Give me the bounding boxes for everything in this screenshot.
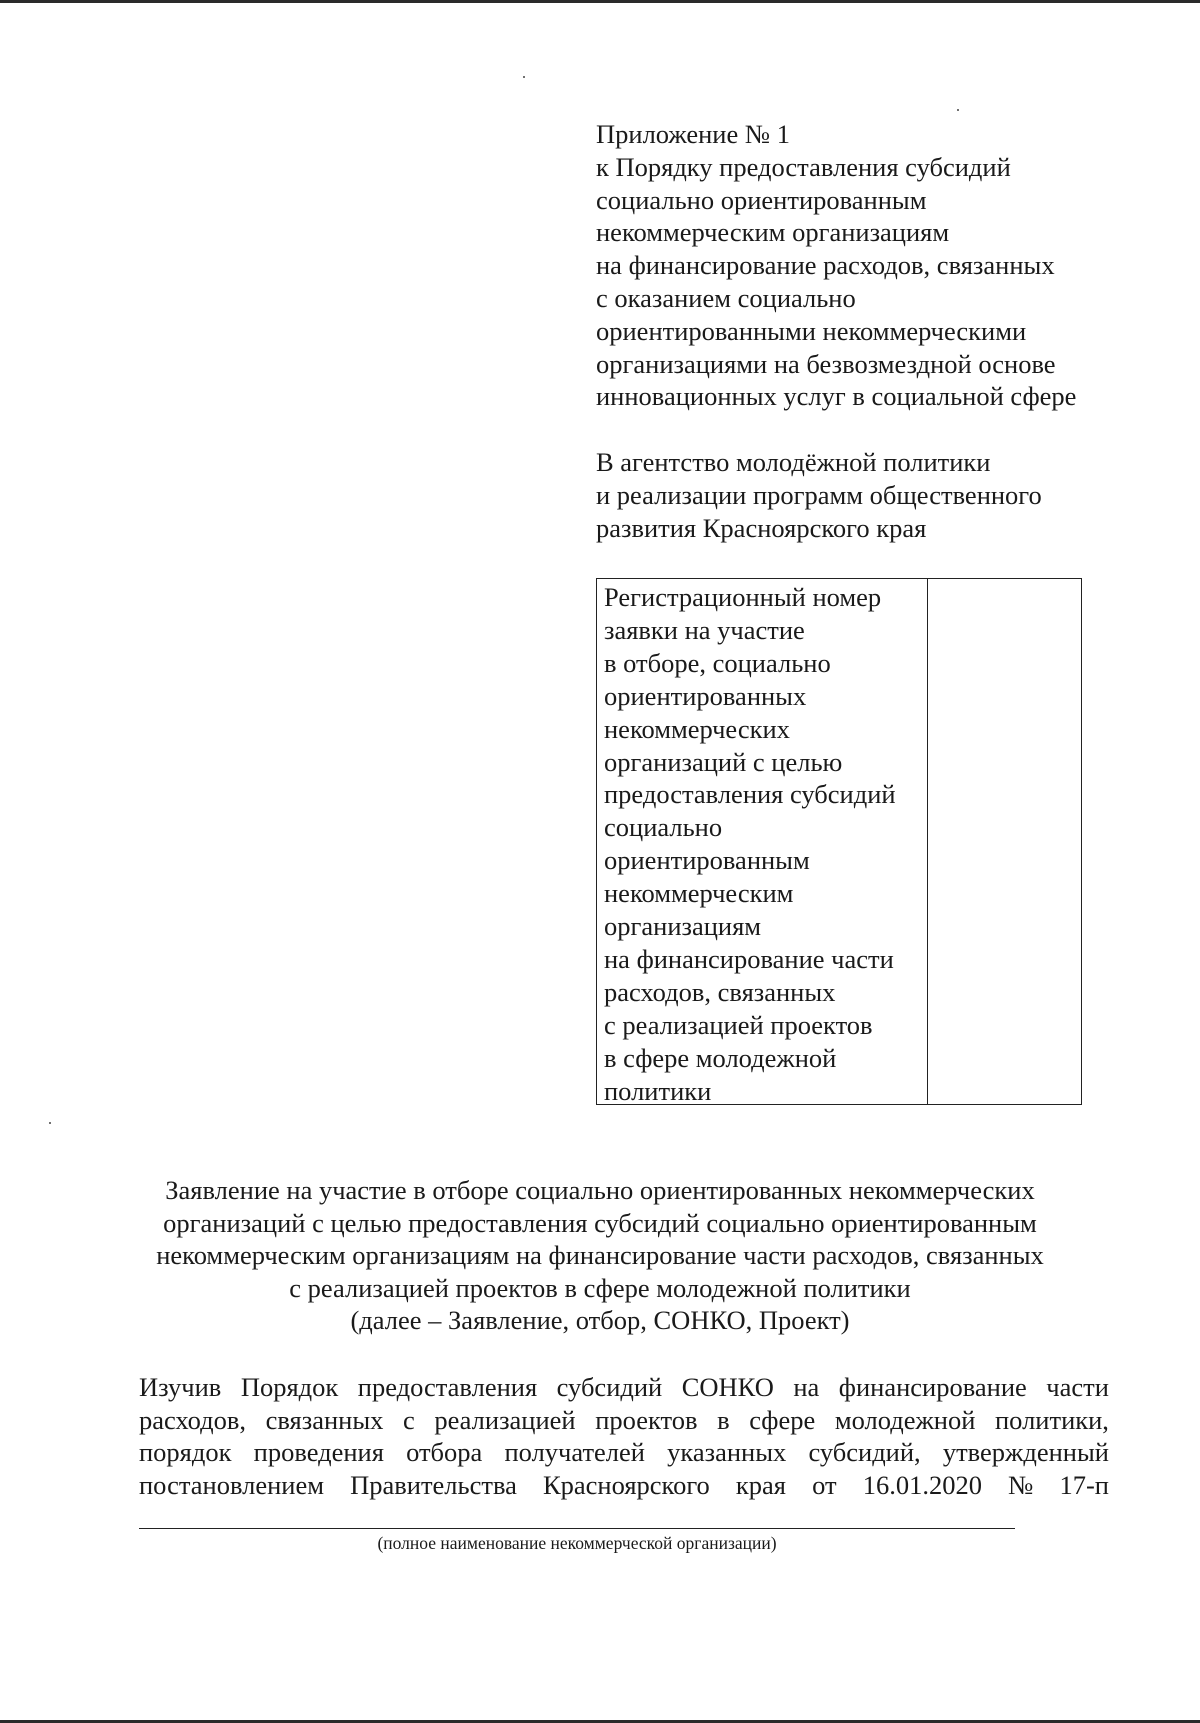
- registration-label-line: организациям: [604, 911, 762, 942]
- statement-title-line: с реализацией проектов в сфере молодежной политики: [289, 1272, 911, 1303]
- registration-label-line: на финансирование части: [604, 943, 894, 974]
- registration-label-line: в сфере молодежной: [604, 1042, 837, 1073]
- statement-title-line: Заявление на участие в отборе социально ориентированных некоммерческих: [165, 1175, 1035, 1205]
- body-word: 17-п: [1059, 1469, 1109, 1500]
- body-word: 16.01.2020: [862, 1469, 982, 1500]
- scan-edge-top: [0, 0, 1200, 3]
- body-word: указанных: [667, 1437, 787, 1468]
- registration-number-value[interactable]: [928, 579, 1081, 1104]
- body-word: расходов,: [139, 1404, 247, 1435]
- registration-label-line: ориентированным: [604, 845, 810, 876]
- scan-speck: [523, 76, 525, 78]
- statement-title-line: некоммерческим организациям на финансирование части расходов, связанных: [156, 1240, 1044, 1270]
- body-word: Изучив: [139, 1372, 222, 1402]
- addressee-line: развития Красноярского края: [596, 512, 927, 543]
- appendix-line: организациями на безвозмездной основе: [596, 348, 1056, 379]
- appendix-line: на финансирование расходов, связанных: [596, 250, 1055, 281]
- body-word: от: [812, 1469, 837, 1500]
- statement-title-line: (далее – Заявление, отбор, СОНКО, Проект): [350, 1305, 850, 1335]
- body-word: Порядок: [240, 1372, 339, 1402]
- appendix-line: к Порядку предоставления субсидий: [596, 151, 1011, 182]
- scan-speck: [49, 1122, 51, 1124]
- body-word: Красноярского: [542, 1469, 710, 1500]
- body-word: СОНКО: [681, 1372, 774, 1402]
- registration-label-line: некоммерческих: [604, 713, 790, 744]
- body-line: [139, 1371, 1109, 1404]
- registration-label-line: социально: [604, 812, 723, 843]
- body-word: отбора: [406, 1437, 483, 1468]
- body-word: части: [1046, 1372, 1109, 1402]
- statement-title: [130, 1174, 1070, 1337]
- body-word: получателей: [504, 1437, 645, 1468]
- registration-label-line: ориентированных: [604, 680, 807, 711]
- registration-label-line: с реализацией проектов: [604, 1009, 873, 1040]
- body-word: порядок: [139, 1437, 232, 1468]
- appendix-header: [596, 118, 1076, 413]
- registration-label-line: некоммерческим: [604, 878, 794, 909]
- body-word: финансирование: [838, 1372, 1027, 1402]
- organization-name-caption: (полное наименование некоммерческой организации): [377, 1533, 777, 1553]
- registration-number-label: [597, 579, 928, 1104]
- body-word: предоставления: [357, 1372, 538, 1402]
- body-word: реализацией: [434, 1404, 576, 1435]
- registration-label-line: заявки на участие: [604, 614, 805, 645]
- addressee-block: [596, 446, 1042, 544]
- registration-label-line: организаций с целью: [604, 746, 843, 777]
- body-line: [139, 1469, 1109, 1502]
- appendix-line: социально ориентированным: [596, 184, 927, 215]
- body-word: постановлением: [139, 1469, 324, 1500]
- appendix-line: Приложение № 1: [596, 119, 791, 149]
- appendix-line: некоммерческим организациям: [596, 217, 950, 248]
- body-word: субсидий,: [808, 1437, 921, 1468]
- appendix-line: с оказанием социально: [596, 282, 856, 313]
- body-word: проектов: [595, 1404, 698, 1435]
- body-line: [139, 1436, 1109, 1469]
- registration-label-line: в отборе, социально: [604, 647, 831, 678]
- registration-number-table: [596, 578, 1082, 1105]
- statement-title-line: организаций с целью предоставления субсидий социально ориентированным: [163, 1207, 1037, 1238]
- body-word: сфере: [749, 1404, 816, 1435]
- scan-speck: [957, 109, 959, 111]
- appendix-line: инновационных услуг в социальной сфере: [596, 381, 1077, 412]
- body-word: края: [735, 1469, 786, 1500]
- addressee-line: и реализации программ общественного: [596, 479, 1042, 510]
- body-word: молодежной: [834, 1404, 976, 1435]
- body-word: утвержденный: [942, 1437, 1109, 1468]
- registration-label-line: расходов, связанных: [604, 976, 836, 1007]
- body-word: на: [793, 1372, 820, 1402]
- body-word: субсидий: [556, 1372, 663, 1402]
- body-word: Правительства: [350, 1469, 517, 1500]
- body-word: в: [717, 1404, 730, 1435]
- body-word: политики,: [995, 1404, 1109, 1435]
- body-word: связанных: [265, 1404, 384, 1435]
- body-paragraph: [139, 1371, 1109, 1501]
- registration-label-line: политики: [604, 1075, 712, 1106]
- body-word: №: [1008, 1469, 1034, 1500]
- registration-label-line: предоставления субсидий: [604, 779, 896, 810]
- body-line: [139, 1404, 1109, 1437]
- organization-name-field[interactable]: [139, 1528, 1015, 1529]
- body-word: с: [402, 1404, 415, 1435]
- appendix-line: ориентированными некоммерческими: [596, 315, 1027, 346]
- registration-label-line: Регистрационный номер: [604, 582, 882, 612]
- addressee-line: В агентство молодёжной политики: [596, 447, 991, 477]
- body-word: проведения: [253, 1437, 384, 1468]
